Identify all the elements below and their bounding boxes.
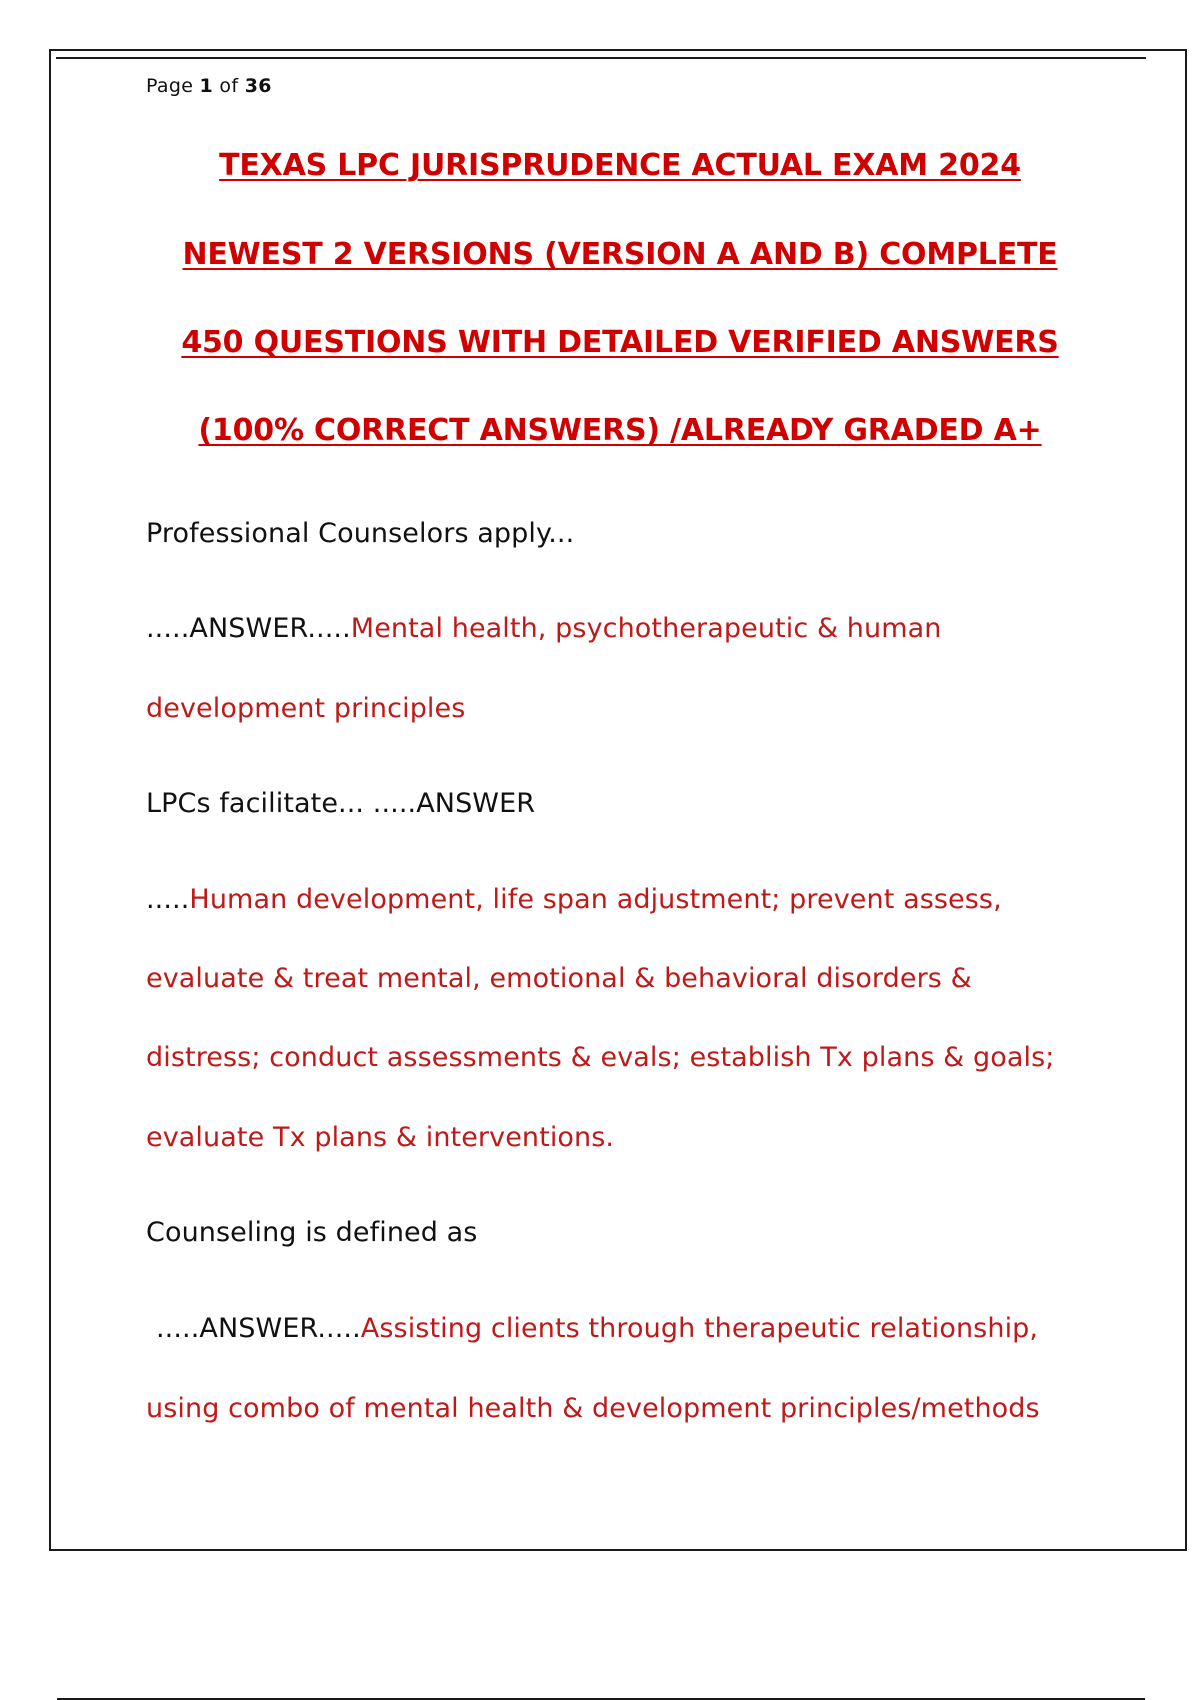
answer-1-prefix: .....ANSWER..... — [146, 613, 351, 644]
document-title-line-2: NEWEST 2 VERSIONS (VERSION A AND B) COMPLETE — [182, 237, 1058, 272]
question-1: Professional Counselors apply... — [146, 518, 575, 549]
answer-2-line-2: evaluate & treat mental, emotional & behavioral disorders & — [146, 963, 972, 994]
page-number — [146, 75, 272, 97]
answer-2-line-1 — [146, 884, 1002, 915]
document-title-line-3: 450 QUESTIONS WITH DETAILED VERIFIED ANSWERS — [181, 325, 1059, 360]
answer-2-text-1: Human development, life span adjustment; prevent assess, — [189, 884, 1002, 915]
answer-2-line-4: evaluate Tx plans & interventions. — [146, 1122, 615, 1153]
page-of: of — [219, 75, 239, 97]
answer-3-text-1: Assisting clients through therapeutic relationship, — [360, 1313, 1039, 1344]
answer-2-prefix: ..... — [146, 884, 190, 915]
page-prefix: Page — [146, 75, 194, 97]
question-2: LPCs facilitate... .....ANSWER — [146, 788, 536, 819]
answer-1-text-1: Mental health, psychotherapeutic & human — [350, 613, 942, 644]
answer-2-line-3: distress; conduct assessments & evals; establish Tx plans & goals; — [146, 1042, 1055, 1073]
answer-3-line-2: using combo of mental health & development principles/methods — [146, 1393, 1040, 1424]
document-title-line-4: (100% CORRECT ANSWERS) /ALREADY GRADED A+ — [198, 413, 1042, 448]
question-3: Counseling is defined as — [146, 1217, 478, 1248]
answer-1-line-1 — [146, 613, 941, 644]
page-total: 36 — [244, 75, 272, 97]
answer-1-line-2: development principles — [146, 693, 466, 724]
document-title-line-1: TEXAS LPC JURISPRUDENCE ACTUAL EXAM 2024 — [219, 148, 1021, 183]
answer-3-line-1 — [156, 1313, 1038, 1344]
answer-3-prefix: .....ANSWER..... — [156, 1313, 361, 1344]
page-current: 1 — [199, 75, 214, 97]
